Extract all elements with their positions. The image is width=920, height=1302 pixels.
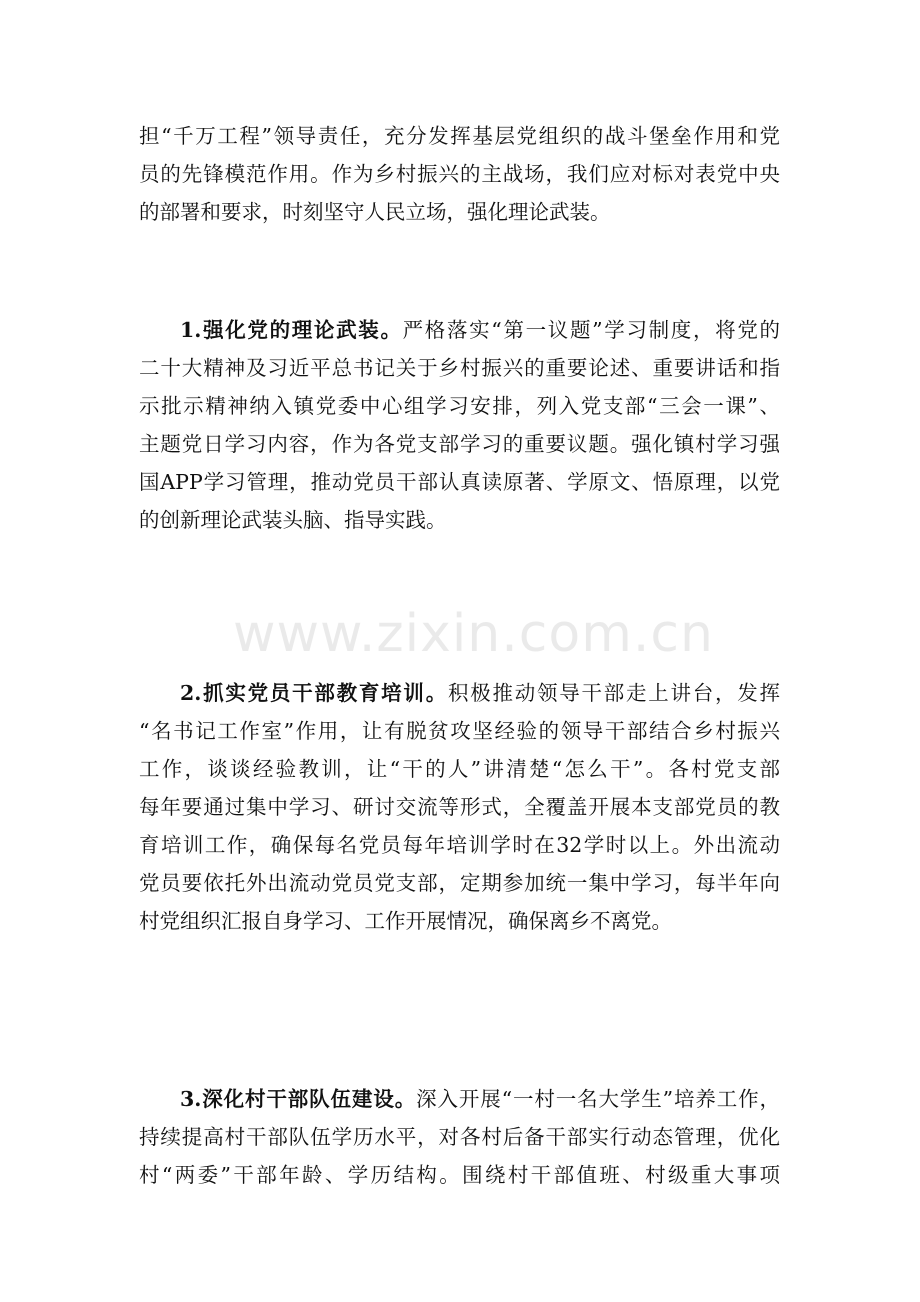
text-run: 严格落实“第一议题”学习制度，将党的	[402, 318, 780, 342]
text-line: 的创新理论武装头脑、指导实践。	[139, 508, 447, 532]
text-line: 员的先锋模范作用。作为乡村振兴的主战场，我们应对标对表党中央	[139, 162, 780, 186]
text-line: 国APP学习管理，推动党员干部认真读原著、学原文、悟原理，以党	[139, 470, 780, 494]
text-line: 党员要依托外出流动党员党支部，定期参加统一集中学习，每半年向	[139, 871, 780, 895]
watermark: www.zixin.com.cn	[233, 604, 714, 664]
paragraph-cadre-training	[139, 674, 780, 940]
text-line: 村党组织汇报自身学习、工作开展情况，确保离乡不离党。	[139, 909, 672, 933]
text-line: 的部署和要求，时刻坚守人民立场，强化理论武装。	[139, 200, 611, 224]
paragraph-intro	[139, 117, 780, 231]
text-line: 每年要通过集中学习、研讨交流等形式，全覆盖开展本支部党员的教	[139, 795, 780, 819]
text-line	[139, 311, 780, 349]
paragraph-heading: 1.强化党的理论武装。	[180, 318, 403, 342]
text-run: 积极推动领导干部走上讲台，发挥	[447, 681, 781, 705]
text-line: 育培训工作，确保每名党员每年培训学时在32学时以上。外出流动	[139, 833, 780, 857]
text-line: 示批示精神纳入镇党委中心组学习安排，列入党支部“三会一课”、	[139, 394, 780, 418]
text-line: 村“两委”干部年龄、学历结构。围绕村干部值班、村级重大事项	[139, 1163, 780, 1187]
paragraph-village-cadres	[139, 1080, 780, 1194]
text-line: “名书记工作室”作用，让有脱贫攻坚经验的领导干部结合乡村振兴	[139, 719, 780, 743]
text-line: 工作，谈谈经验教训，让“干的人”讲清楚“怎么干”。各村党支部	[139, 757, 780, 781]
text-run: 深入开展“一村一名大学生”培养工作，	[416, 1087, 780, 1111]
text-line	[139, 674, 780, 712]
paragraph-heading: 2.抓实党员干部教育培训。	[180, 681, 448, 705]
text-line	[139, 1080, 780, 1118]
text-line: 持续提高村干部队伍学历水平，对各村后备干部实行动态管理，优化	[139, 1125, 780, 1149]
text-line: 担“千万工程”领导责任，充分发挥基层党组织的战斗堡垒作用和党	[139, 124, 780, 148]
paragraph-heading: 3.深化村干部队伍建设。	[180, 1087, 417, 1111]
paragraph-theory-armament	[139, 311, 780, 539]
text-line: 主题党日学习内容，作为各党支部学习的重要议题。强化镇村学习强	[139, 432, 780, 456]
text-line: 二十大精神及习近平总书记关于乡村振兴的重要论述、重要讲话和指	[139, 356, 780, 380]
